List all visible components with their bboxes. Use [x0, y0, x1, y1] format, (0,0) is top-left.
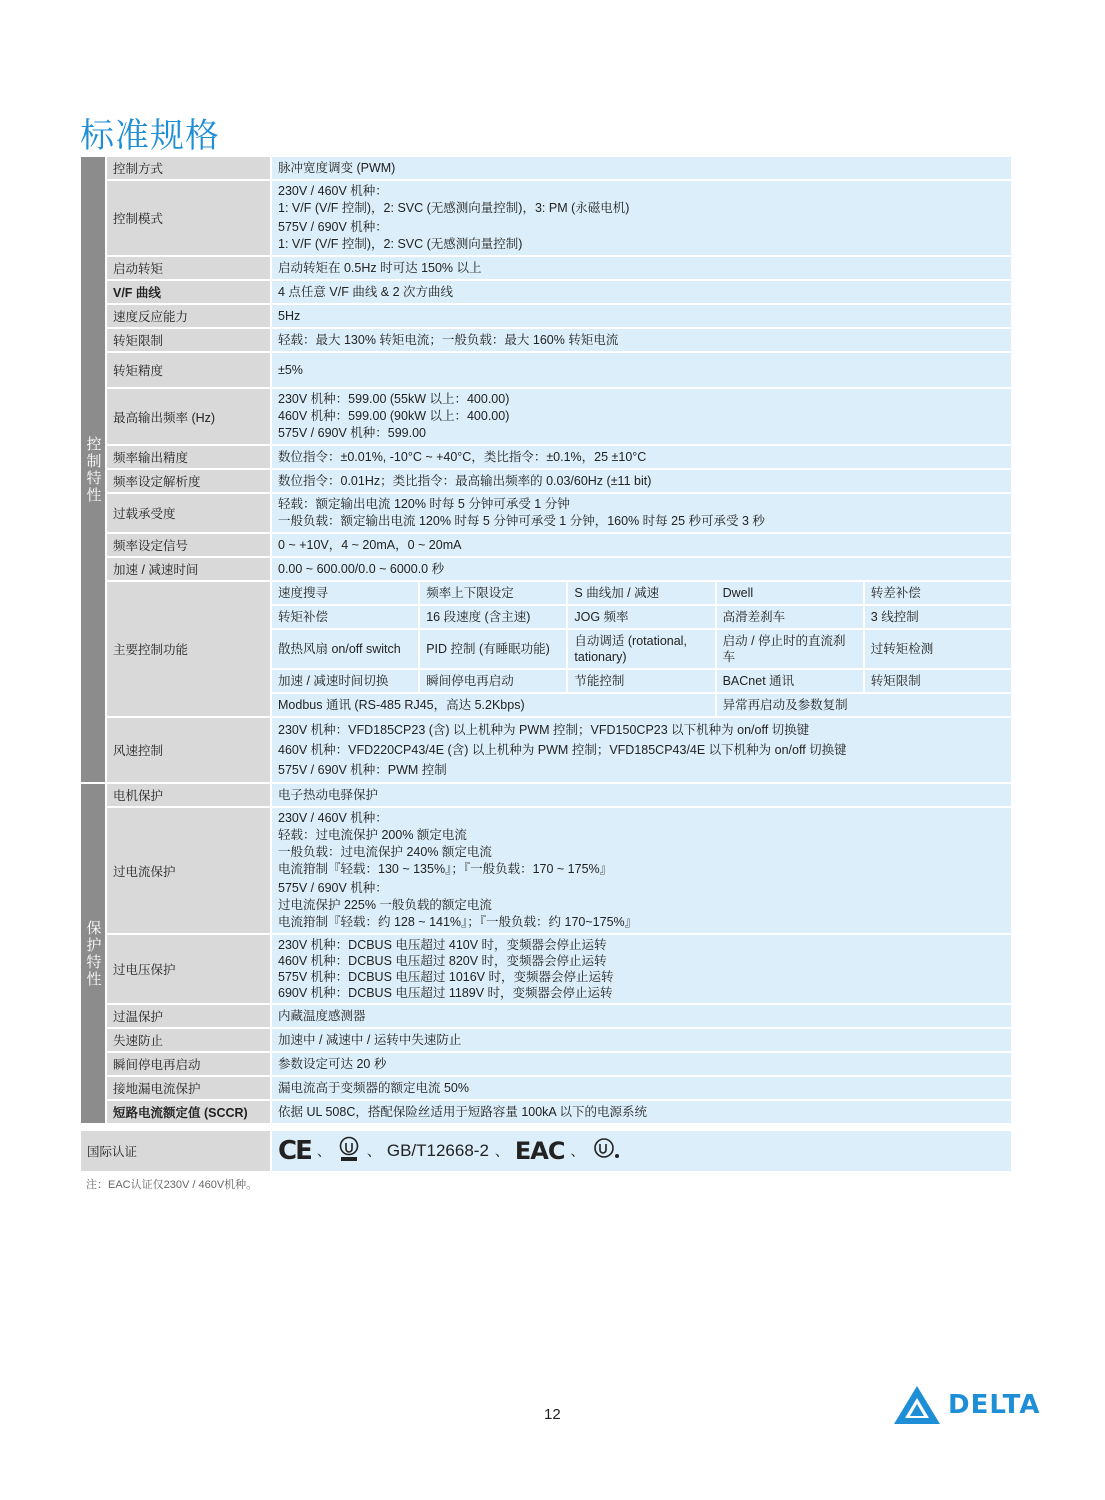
- row-label: 速度反应能力: [107, 305, 270, 327]
- row-value: 内藏温度感测器: [272, 1005, 1011, 1027]
- row-label: 控制方式: [107, 157, 270, 179]
- function-cell: 散热风扇 on/off switch: [272, 630, 418, 668]
- row-value: 230V 机种：VFD185CP23 (含) 以上机种为 PWM 控制；VFD150CP23 以下机种为 on/off 切换键 460V 机种：VFD220CP43/4E (含) 以上机种为 PWM 控制；VFD185CP43/4E 以下机种为 on/off 切换键 575V / 690V 机种：PWM 控制: [272, 718, 1011, 782]
- row-label: 启动转矩: [107, 257, 270, 279]
- function-cell: 转矩补偿: [272, 606, 418, 628]
- row-label: 控制模式: [107, 181, 270, 255]
- row-value: 数位指令：±0.01%, -10°C ~ +40°C，类比指令：±0.1%，25 ±10°C: [272, 446, 1011, 468]
- row-value: 参数设定可达 20 秒: [272, 1053, 1011, 1075]
- page-title: 标准规格: [80, 116, 220, 156]
- function-cell: Modbus 通讯 (RS-485 RJ45，高达 5.2Kbps): [272, 694, 715, 716]
- row-label: 风速控制: [107, 718, 270, 782]
- row-label: 频率输出精度: [107, 446, 270, 468]
- row-label: 频率设定解析度: [107, 470, 270, 492]
- row-value: 230V 机种：599.00 (55kW 以上：400.00) 460V 机种：599.00 (90kW 以上：400.00) 575V / 690V 机种：599.00: [272, 389, 1011, 444]
- function-cell: 速度搜寻: [272, 582, 418, 604]
- row-label: 过载承受度: [107, 494, 270, 532]
- row-value: 电子热动电驿保护: [272, 784, 1011, 806]
- delta-triangle-icon: [892, 1384, 942, 1426]
- function-cell: 启动 / 停止时的直流刹车: [717, 630, 863, 668]
- row-value: 230V / 460V 机种： 轻载：过电流保护 200% 额定电流 一般负载：过电流保护 240% 额定电流 电流箝制『轻载：130 ~ 135%』；『一般负载：170 ~ 175%』 575V / 690V 机种： 过电流保护 225% 一般负载的额定电流 电流箝制『轻载：约 128 ~ 141%』；『一般负载：约 170~175%』: [272, 808, 1011, 933]
- function-cell: S 曲线加 / 减速: [568, 582, 714, 604]
- cert-label: 国际认证: [81, 1131, 270, 1171]
- row-label: 瞬间停电再启动: [107, 1053, 270, 1075]
- group-control-label: 控制特性: [81, 157, 105, 782]
- group-protection-label: 保护特性: [81, 784, 105, 1123]
- eac-mark-icon: EAC: [514, 1137, 565, 1165]
- row-value: 数位指令：0.01Hz；类比指令：最高输出频率的 0.03/60Hz (±11 bit): [272, 470, 1011, 492]
- row-label: V/F 曲线: [107, 281, 270, 303]
- row-value: 漏电流高于变频器的额定电流 50%: [272, 1077, 1011, 1099]
- row-label: 最高输出频率 (Hz): [107, 389, 270, 444]
- row-value: 启动转矩在 0.5Hz 时可达 150% 以上: [272, 257, 1011, 279]
- ce-mark-icon: CE: [278, 1136, 311, 1166]
- delta-logo: [892, 1384, 1040, 1426]
- row-label: 短路电流额定值 (SCCR): [107, 1101, 270, 1123]
- row-label: 电机保护: [107, 784, 270, 806]
- function-cell: 自动调适 (rotational, tationary): [568, 630, 714, 668]
- gb-standard-text: GB/T12668-2: [386, 1141, 489, 1160]
- row-value: 0.00 ~ 600.00/0.0 ~ 6000.0 秒: [272, 558, 1011, 580]
- row-label: 过温保护: [107, 1005, 270, 1027]
- function-cell: 异常再启动及参数复制: [717, 694, 1011, 716]
- row-value: 230V / 460V 机种： 1: V/F (V/F 控制)，2: SVC (无感测向量控制)，3: PM (永磁电机) 575V / 690V 机种： 1: V/F (V/F 控制)，2: SVC (无感测向量控制): [272, 181, 1011, 255]
- row-value: 轻载：最大 130% 转矩电流；一般负载：最大 160% 转矩电流: [272, 329, 1011, 351]
- logo-text: DELTA: [948, 1390, 1041, 1420]
- row-label: 转矩限制: [107, 329, 270, 351]
- function-cell: JOG 频率: [568, 606, 714, 628]
- row-value: 加速中 / 减速中 / 运转中失速防止: [272, 1029, 1011, 1051]
- row-label: 频率设定信号: [107, 534, 270, 556]
- function-cell: 3 线控制: [865, 606, 1011, 628]
- ul-listed-icon: [591, 1136, 621, 1167]
- function-cell: Dwell: [717, 582, 863, 604]
- cul-listed-icon: [337, 1135, 361, 1168]
- footnote: 注：EAC认证仅230V / 460V机种。: [86, 1179, 258, 1191]
- spec-table: [81, 157, 1011, 1171]
- row-value: 4 点任意 V/F 曲线 & 2 次方曲线: [272, 281, 1011, 303]
- function-cell: PID 控制 (有睡眠功能): [420, 630, 566, 668]
- row-value: 230V 机种：DCBUS 电压超过 410V 时，变频器会停止运转 460V 机种：DCBUS 电压超过 820V 时，变频器会停止运转 575V 机种：DCBUS 电压超过 1016V 时，变频器会停止运转 690V 机种：DCBUS 电压超过 1189V 时，变频器会停止运转: [272, 935, 1011, 1003]
- cert-value: CE 、 、 GB/T12668-2 、 EAC 、: [272, 1131, 1011, 1171]
- function-cell: BACnet 通讯: [717, 670, 863, 692]
- row-label: 转矩精度: [107, 353, 270, 387]
- row-label: 主要控制功能: [107, 582, 270, 716]
- row-label: 接地漏电流保护: [107, 1077, 270, 1099]
- row-value: 脉冲宽度调变 (PWM): [272, 157, 1011, 179]
- function-cell: 转矩限制: [865, 670, 1011, 692]
- function-grid: [272, 582, 1011, 716]
- function-cell: 瞬间停电再启动: [420, 670, 566, 692]
- function-cell: 高滑差刹车: [717, 606, 863, 628]
- row-label: 过电压保护: [107, 935, 270, 1003]
- page-number: 12: [544, 1406, 561, 1423]
- row-value: 轻载：额定输出电流 120% 时每 5 分钟可承受 1 分钟 一般负载：额定输出电流 120% 时每 5 分钟可承受 1 分钟，160% 时每 25 秒可承受 3 秒: [272, 494, 1011, 532]
- function-cell: 加速 / 减速时间切换: [272, 670, 418, 692]
- row-label: 失速防止: [107, 1029, 270, 1051]
- function-cell: 节能控制: [568, 670, 714, 692]
- function-cell: 转差补偿: [865, 582, 1011, 604]
- function-cell: 16 段速度 (含主速): [420, 606, 566, 628]
- row-label: 过电流保护: [107, 808, 270, 933]
- function-cell: 频率上下限设定: [420, 582, 566, 604]
- row-label: 加速 / 减速时间: [107, 558, 270, 580]
- row-value: ±5%: [272, 353, 1011, 387]
- row-value: 0 ~ +10V，4 ~ 20mA，0 ~ 20mA: [272, 534, 1011, 556]
- function-cell: 过转矩检测: [865, 630, 1011, 668]
- row-value: 依据 UL 508C，搭配保险丝适用于短路容量 100kA 以下的电源系统: [272, 1101, 1011, 1123]
- row-value: 5Hz: [272, 305, 1011, 327]
